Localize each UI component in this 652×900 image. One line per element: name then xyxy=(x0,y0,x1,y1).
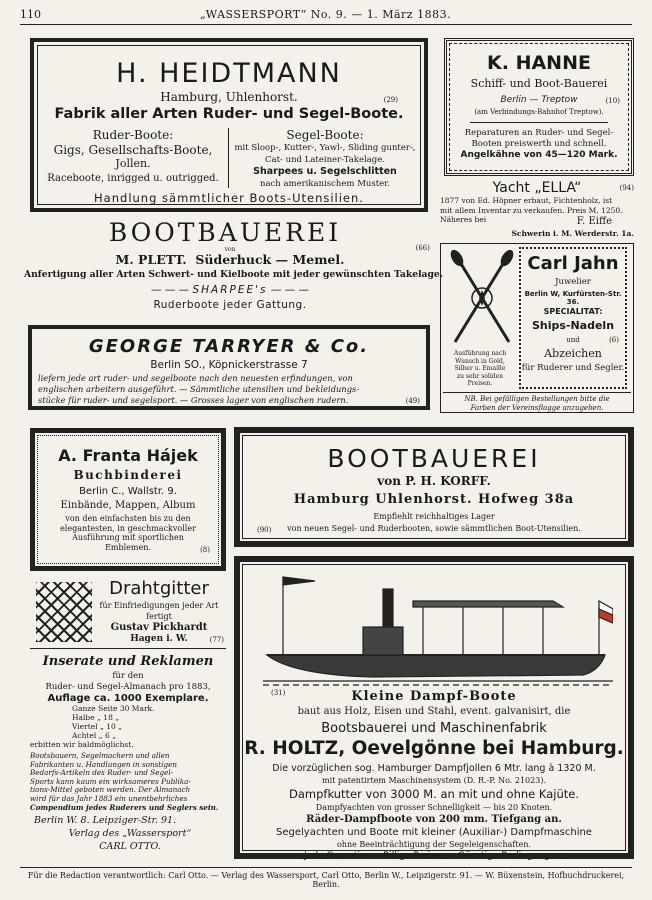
steamboat-illustration xyxy=(263,571,613,689)
ad-korff xyxy=(234,427,634,547)
hajek-line3: Einbände, Mappen, Album xyxy=(60,500,196,511)
page-number: 110 xyxy=(20,8,41,21)
plett-line2: SHARPEE's xyxy=(192,284,268,296)
korff-line3: Empfiehlt reichhaltiges Lager xyxy=(373,512,495,521)
tarryer-name: GEORGE TARRYER & Co. xyxy=(88,336,370,357)
holtz-t7: Dampfkutter von 3000 M. an mit und ohne Kajüte. xyxy=(288,787,579,801)
holtz-t8: Dampfyachten von grosser Schnelligkeit — bis 20 Knoten. xyxy=(315,803,553,812)
korff-num: (90) xyxy=(257,526,272,534)
hanne-line3: (am Verbindungs-Bahnhof Treptow). xyxy=(474,108,604,116)
heidtmann-place: Hamburg, Uhlenhorst. xyxy=(160,90,298,104)
plett-von: von xyxy=(224,246,236,253)
inserate-p3: Bedarfs-Artikeln des Ruder- und Segel- xyxy=(30,768,174,778)
ad-tarryer xyxy=(28,325,430,410)
holtz-t12: Jede Garantie. — Billige Preise. — Günstige Bedingungen. xyxy=(304,851,564,861)
ad-yacht xyxy=(440,180,634,240)
ad-holtz xyxy=(234,556,634,859)
korff-line2: Hamburg Uhlenhorst. Hofweg 38a xyxy=(293,492,575,507)
tarryer-line3: stücke für ruder- und segelsport. — Grosses lager von englischen rudern. xyxy=(38,395,349,405)
inserate-l2: Ruder- und Segel-Almanach pro 1883, xyxy=(45,682,211,692)
holtz-t6: mit patentirtem Maschinensystem (D. R.-P. No. 21023). xyxy=(321,776,546,785)
jahn-small1: Ausführung nach xyxy=(453,350,507,357)
yacht-line2: mit allem Inventar zu verkaufen. Preis M. 1250. xyxy=(440,205,623,215)
jahn-note1: NB. Bei gefälligen Bestellungen bitte die xyxy=(464,395,610,403)
heidtmann-left-1: Gigs, Gesellschafts-Boote, xyxy=(53,142,213,157)
holtz-t5: Die vorzüglichen sog. Hamburger Dampfjollen 6 Mtr. lang à 1320 M. xyxy=(272,763,596,774)
inserate-p5: tions-Mittel geboten werden. Der Almanach xyxy=(30,785,191,795)
heidtmann-left-2: Jollen. xyxy=(115,157,151,170)
jahn-line7: für Ruderer und Segler. xyxy=(521,363,625,373)
ad-hajek xyxy=(30,428,226,571)
tarryer-line1: liefern jede art ruder- und segelboote nach den neuesten erfindungen, von xyxy=(38,373,353,383)
hanne-line5: Booten preiswerth und schnell. xyxy=(471,139,607,149)
plett-num: (66) xyxy=(415,244,430,252)
korff-title: BOOTBAUEREI xyxy=(327,444,541,473)
hanne-line1: Schiff- und Boot-Bauerei xyxy=(470,77,608,90)
heidtmann-right-1: mit Sloop-, Kutter-, Yawl-, Sliding gunter-, xyxy=(234,143,416,153)
ad-draht xyxy=(30,578,226,649)
tarryer-num: (49) xyxy=(405,397,420,405)
draht-num: (77) xyxy=(209,636,224,644)
holtz-t3: Bootsbauerei und Maschinenfabrik xyxy=(321,721,547,736)
hajek-num: (8) xyxy=(200,546,210,554)
jahn-small4: zu sehr soliden xyxy=(457,372,503,380)
yacht-num: (94) xyxy=(619,184,634,192)
jahn-small2: Wunsch in Gold, xyxy=(455,357,505,365)
plett-line3: Ruderboote jeder Gattung. xyxy=(153,299,307,311)
heidtmann-left-title: Ruder-Boote: xyxy=(92,128,174,142)
inserate-l3: Auflage ca. 1000 Exemplare. xyxy=(47,693,209,704)
hajek-line1: Buchbinderei xyxy=(73,468,183,482)
heidtmann-right-4: nach amerikanischem Muster. xyxy=(259,179,391,189)
yacht-name: F. Eiffe xyxy=(576,216,612,227)
heidtmann-headline: Fabrik aller Arten Ruder- und Segel-Boote. xyxy=(54,106,404,122)
holtz-t9: Räder-Dampfboote von 200 mm. Tiefgang an. xyxy=(306,814,562,825)
holtz-num: (31) xyxy=(271,689,286,697)
inserate-p2: Fabrikanten u. Handlungen in sonstigen xyxy=(30,759,177,769)
heidtmann-name: H. HEIDTMANN xyxy=(116,58,342,89)
jahn-name: Carl Jahn xyxy=(527,253,619,274)
inserate-p1: Bootsbauern, Segelmachern und allen xyxy=(30,751,170,760)
heidtmann-bottom: Handlung sämmtlicher Boots-Utensilien. xyxy=(94,191,364,205)
draht-line3: Gustav Pickhardt xyxy=(110,622,208,633)
ad-hanne xyxy=(444,38,634,176)
inserate-l1: für den xyxy=(112,671,144,681)
jahn-line2: Berlin W, Kurfürsten-Str. 36. xyxy=(524,290,622,306)
inserate-s3: CARL OTTO. xyxy=(99,841,161,853)
ad-inserate xyxy=(30,654,226,859)
draht-title: Drahtgitter xyxy=(109,578,209,599)
inserate-title: Inserate und Reklamen xyxy=(42,654,214,669)
page-header xyxy=(20,8,632,25)
plett-line1: Anfertigung aller Arten Schwert- und Kielboote mit jeder gewünschten Takelage. xyxy=(24,269,443,280)
jahn-num: (6) xyxy=(609,336,619,344)
inserate-l4: Ganze Seite 30 Mark. xyxy=(72,704,155,713)
inserate-l8: erbitten wir baldmöglichst. xyxy=(30,740,134,749)
heidtmann-right-2: Cat- und Lateiner-Takelage. xyxy=(265,155,385,165)
yacht-line1: 1877 von Ed. Höpner erbaut, Fichtenholz, ist xyxy=(440,196,613,205)
yacht-line3: Näheres bei xyxy=(440,215,487,224)
jahn-small5: Preisen. xyxy=(467,380,493,387)
hajek-name: A. Franta Hájek xyxy=(58,446,198,465)
holtz-t11: ohne Beeinträchtigung der Segeleigenschaften. xyxy=(336,840,532,849)
plett-place: Süderhuck — Memel. xyxy=(195,252,345,267)
jahn-small3: Silber u. Emaille xyxy=(454,365,506,372)
korff-line4: von neuen Segel- und Ruderbooten, sowie sämmtlichen Boot-Utensilien. xyxy=(287,524,581,533)
hanne-line6: Angelkähne von 45—120 Mark. xyxy=(460,150,618,160)
hajek-line6: Ausführung mit sportlichen xyxy=(72,533,184,542)
hanne-num: (10) xyxy=(605,97,620,105)
inserate-l7: Achtel „ 6 „ xyxy=(72,731,116,740)
holtz-t10: Segelyachten und Boote mit kleiner (Auxiliar-) Dampfmaschine xyxy=(276,827,592,838)
inserate-l6: Viertel „ 10 „ xyxy=(72,722,123,731)
inserate-l5: Halbe „ 18 „ xyxy=(72,713,120,722)
holtz-t1: Kleine Dampf-Boote xyxy=(351,689,517,704)
hajek-line5: elegantesten, in geschmackvoller xyxy=(60,523,196,533)
holtz-t4: R. HOLTZ, Oevelgönne bei Hamburg. xyxy=(244,738,624,759)
yacht-title: Yacht „ELLA“ xyxy=(492,180,582,196)
hanne-line4: Reparaturen an Ruder- und Segel- xyxy=(464,128,614,138)
hanne-line2: Berlin — Treptow xyxy=(500,95,578,105)
hanne-rule xyxy=(470,122,608,123)
plett-name: M. PLETT. xyxy=(115,252,187,267)
hanne-name: K. HANNE xyxy=(487,52,591,74)
draht-line4: Hagen i. W. xyxy=(130,634,188,644)
jahn-line6: Abzeichen xyxy=(544,347,602,360)
ad-heidtmann xyxy=(30,38,428,212)
inserate-p7: Compendium jedes Ruderers und Seglers sein. xyxy=(30,802,219,812)
jahn-line3: SPECIALITAT: xyxy=(543,307,603,316)
heidtmann-right-title: Segel-Boote: xyxy=(286,128,364,142)
crossed-oars-icon xyxy=(447,248,517,348)
hajek-line4: von den einfachsten bis zu den xyxy=(65,514,191,523)
holtz-t2: baut aus Holz, Eisen und Stahl, event. galvanisirt, die xyxy=(297,706,571,717)
ad-plett: BOOTBAUEREI von (66) M. PLETT. Süderhuck — Memel. Anfertigung aller Arten Schwert- und Kielboote mit jeder gewünschten Takelage. — — — SHARPEE's — — — Ruderboote jeder Gattung. xyxy=(30,218,430,318)
hajek-line7: Emblemen. xyxy=(105,542,151,552)
hajek-line2: Berlin C., Wallstr. 9. xyxy=(79,486,177,497)
draht-line1: für Einfriedigungen jeder Art xyxy=(99,601,219,610)
journal-title: „WASSERSPORT“ No. 9. — 1. März 1883. xyxy=(200,8,452,21)
ad-jahn xyxy=(440,243,634,413)
jahn-line4: Ships-Nadeln xyxy=(531,319,615,332)
wire-fence-icon xyxy=(36,582,92,642)
korff-line1: von P. H. KORFF. xyxy=(377,474,491,488)
inserate-p4: Sports kann kaum ein wirksameres Publika- xyxy=(30,776,191,786)
jahn-note2: Farben der Vereinsflagge anzugeben. xyxy=(470,404,604,412)
jahn-line1: Juwelier xyxy=(555,277,591,287)
inserate-p6: wird für das Jahr 1883 ein unentbehrliches xyxy=(30,793,188,803)
yacht-addr: Schwerin i. M. Werderstr. 1a. xyxy=(511,229,634,238)
page-footer: Für die Redaction verantwortlich: Carl Otto. — Verlag des Wassersport, Carl Otto, Berlin W., Leipzigerstr. 91. — W. Büxenstein, Hofbuchdruckerei, Berlin. xyxy=(20,867,632,889)
heidtmann-divider xyxy=(228,128,229,188)
heidtmann-left-3: Raceboote, inrigged u. outrigged. xyxy=(47,172,219,184)
heidtmann-num: (29) xyxy=(383,96,398,104)
inserate-s2: Verlag des „Wassersport“ xyxy=(68,828,192,840)
tarryer-addr: Berlin SO., Köpnickerstrasse 7 xyxy=(150,359,308,371)
heidtmann-right-3: Sharpees u. Segelschlitten xyxy=(253,166,397,177)
plett-title: BOOTBAUEREI xyxy=(108,218,342,247)
jahn-line5: und xyxy=(566,336,580,344)
tarryer-line2: englischen arbeitern ausgeführt. — Sämmtliche utensilien und bekleidungs- xyxy=(38,384,360,394)
inserate-s1: Berlin W. 8. Leipziger-Str. 91. xyxy=(34,815,177,827)
draht-line2: fertigt xyxy=(146,611,172,621)
